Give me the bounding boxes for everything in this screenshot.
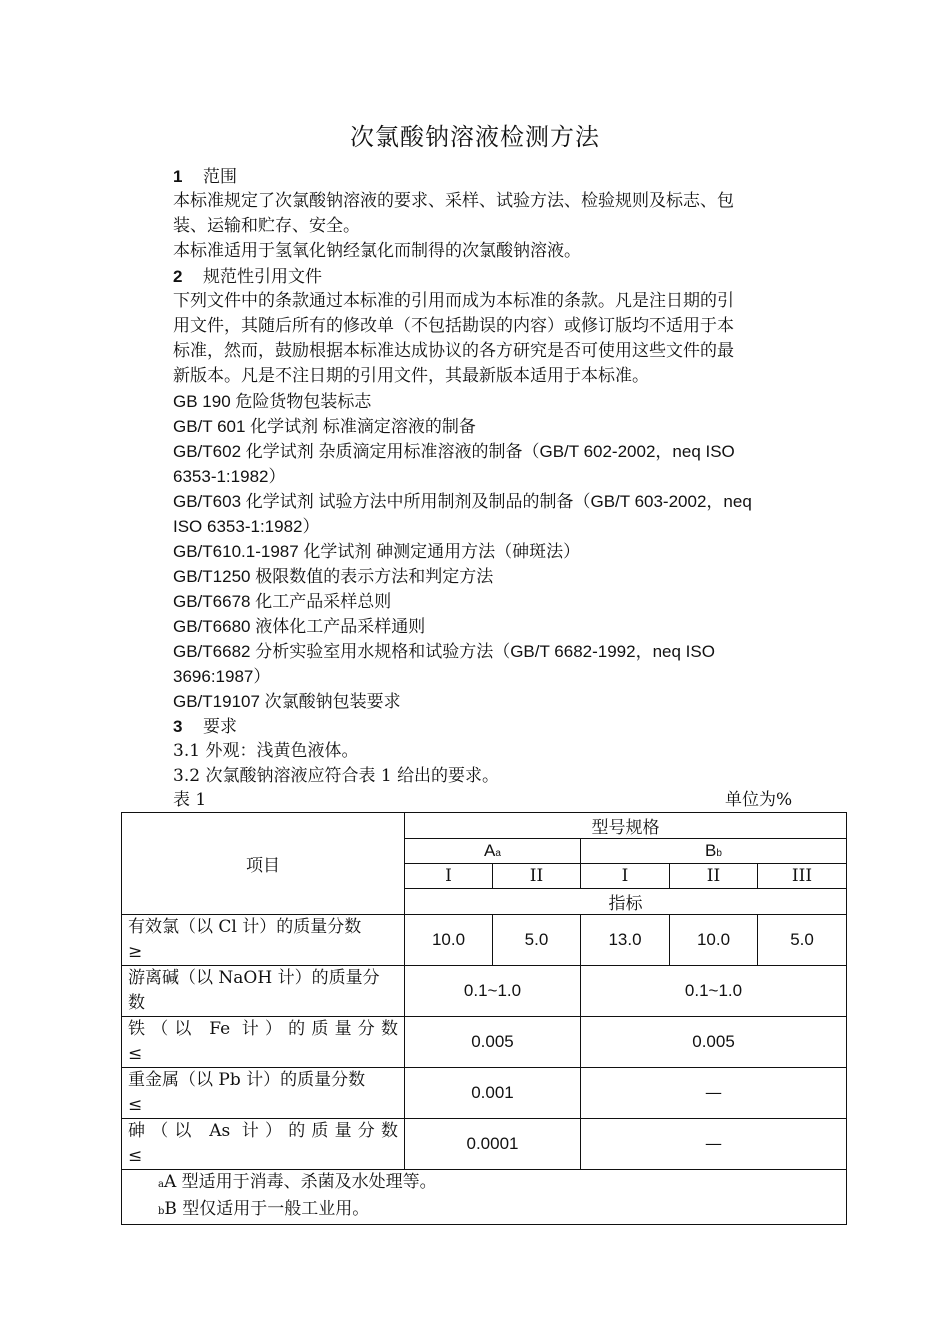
header-grade: II [493, 864, 581, 889]
table-cell: 0.001 [405, 1068, 581, 1119]
paragraph-line: 本标准规定了次氯酸钠溶液的要求、采样、试验方法、检验规则及标志、包 [173, 191, 734, 211]
table-cell: — [581, 1119, 847, 1170]
row-item: 游离碱（以 NaOH 计）的质量分 数 [122, 966, 405, 1017]
table-row [122, 1017, 847, 1068]
row-item: 铁（以 Fe 计）的质量分数 ≤ [122, 1017, 405, 1068]
table-row [122, 1119, 847, 1170]
reference-line: GB/T6682 分析实验室用水规格和试验方法（GB/T 6682-1992，neq ISO [173, 642, 715, 661]
paragraph-line: 用文件，其随后所有的修改单（不包括勘误的内容）或修订版均不适用于本 [173, 316, 734, 336]
table-row [122, 966, 847, 1017]
header-grade: I [581, 864, 670, 889]
section-2-heading: 2 规范性引用文件 [173, 267, 322, 287]
table-cell: 5.0 [758, 915, 847, 966]
paragraph-line: 标准，然而，鼓励根据本标准达成协议的各方研究是否可使用这些文件的最 [173, 341, 734, 361]
header-grade: III [758, 864, 847, 889]
reference-line: GB/T6678 化工产品采样总则 [173, 592, 392, 611]
table-notes-row [122, 1170, 847, 1225]
paragraph-line: 本标准适用于氢氧化钠经氯化而制得的次氯酸钠溶液。 [173, 241, 581, 261]
clause-3-2: 3.2 次氯酸钠溶液应符合表 1 给出的要求。 [173, 766, 500, 786]
table-cell: 0.005 [581, 1017, 847, 1068]
row-item: 有效氯（以 Cl 计）的质量分数 ≥ [122, 915, 405, 966]
reference-line: GB/T19107 次氯酸钠包装要求 [173, 692, 401, 711]
paragraph-line: 新版本。凡是不注日期的引用文件，其最新版本适用于本标准。 [173, 366, 649, 386]
reference-line: 6353-1:1982） [173, 467, 286, 486]
reference-line: ISO 6353-1:1982） [173, 517, 320, 536]
reference-line: GB/T610.1-1987 化学试剂 砷测定通用方法（砷斑法） [173, 542, 581, 561]
reference-line: GB/T1250 极限数值的表示方法和判定方法 [173, 567, 494, 586]
header-index: 指标 [405, 889, 847, 915]
header-spec: 型号规格 [405, 813, 847, 839]
reference-line: GB/T602 化学试剂 杂质滴定用标准溶液的制备（GB/T 602-2002，neq ISO [173, 442, 735, 461]
row-item: 重金属（以 Pb 计）的质量分数 ≤ [122, 1068, 405, 1119]
requirements-table [121, 812, 847, 1225]
paragraph-line: 装、运输和贮存、安全。 [173, 216, 360, 236]
table-cell: 5.0 [493, 915, 581, 966]
row-item: 砷（以 As 计）的质量分数 ≤ [122, 1119, 405, 1170]
header-grade: II [670, 864, 758, 889]
reference-line: GB/T603 化学试剂 试验方法中所用制剂及制品的制备（GB/T 603-2002，neq [173, 492, 752, 511]
table-caption: 表 1 [173, 790, 207, 810]
table-note: bB 型仅适用于一般工业用。 [158, 1199, 370, 1219]
table-unit: 单位为% [725, 790, 793, 810]
table-cell: 0.1~1.0 [405, 966, 581, 1017]
table-cell: 13.0 [581, 915, 670, 966]
header-type-a: Aa [405, 839, 581, 864]
paragraph-line: 下列文件中的条款通过本标准的引用而成为本标准的条款。凡是注日期的引 [173, 291, 734, 311]
table-row [122, 1068, 847, 1119]
table-row [122, 915, 847, 966]
reference-line: GB/T6680 液体化工产品采样通则 [173, 617, 426, 636]
header-type-b: Bb [581, 839, 847, 864]
reference-line: 3696:1987） [173, 667, 271, 686]
section-1-heading: 1 范围 [173, 167, 237, 187]
table-cell: 0.0001 [405, 1119, 581, 1170]
table-cell: 10.0 [405, 915, 493, 966]
table-cell: — [581, 1068, 847, 1119]
table-note: aA 型适用于消毒、杀菌及水处理等。 [158, 1172, 437, 1192]
document-title: 次氯酸钠溶液检测方法 [350, 123, 600, 151]
table-cell: 10.0 [670, 915, 758, 966]
section-3-heading: 3 要求 [173, 717, 237, 737]
header-grade: I [405, 864, 493, 889]
reference-line: GB 190 危险货物包装标志 [173, 392, 372, 411]
table-notes [122, 1170, 847, 1225]
clause-3-1: 3.1 外观：浅黄色液体。 [173, 741, 359, 761]
table-cell: 0.005 [405, 1017, 581, 1068]
table-cell: 0.1~1.0 [581, 966, 847, 1017]
header-item: 项目 [122, 813, 405, 915]
reference-line: GB/T 601 化学试剂 标准滴定溶液的制备 [173, 417, 476, 436]
